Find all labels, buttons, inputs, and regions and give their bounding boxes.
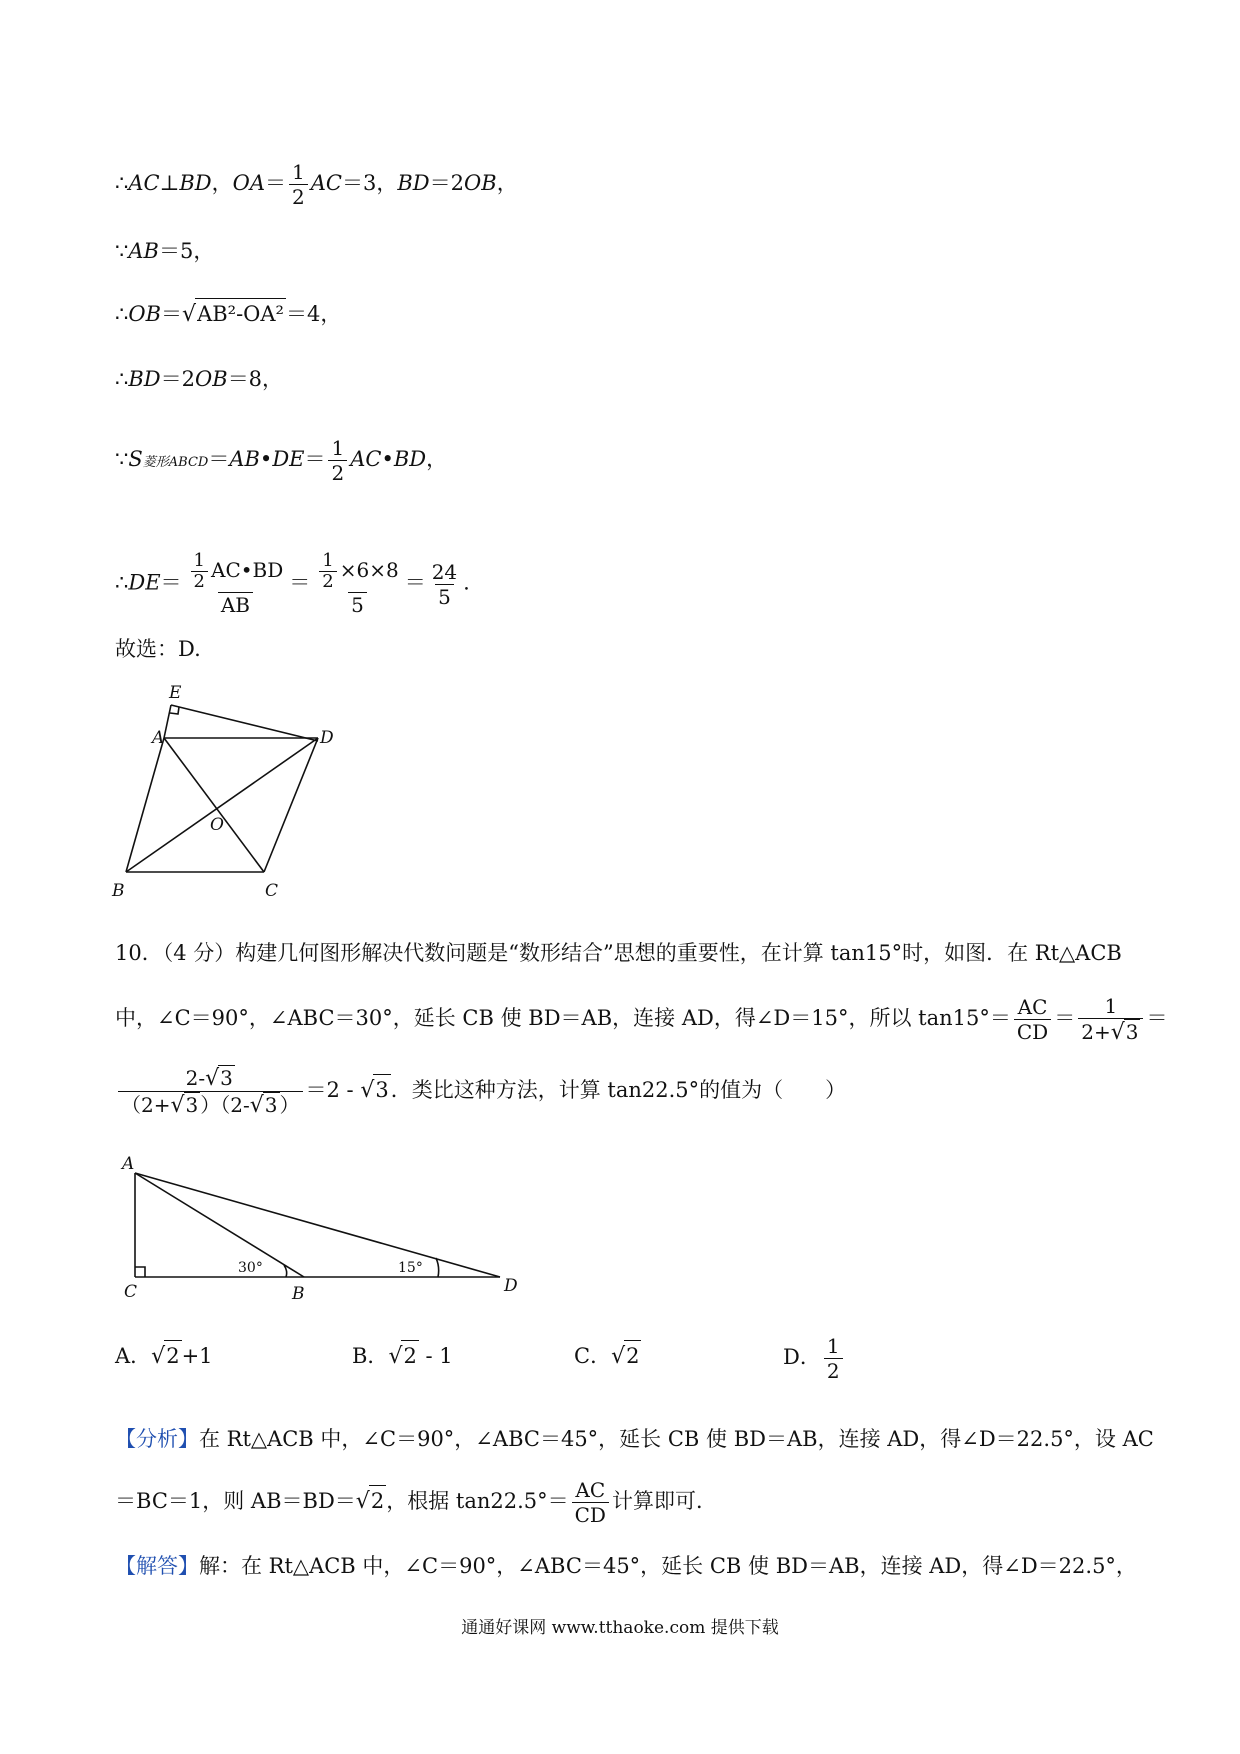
fraction-half <box>289 160 308 209</box>
sqrt-content: AB²-OA² <box>195 298 286 329</box>
text: 2 <box>401 1340 418 1371</box>
line-AB <box>135 1173 304 1277</box>
text: A． <box>115 1344 152 1368</box>
text: ＝ <box>161 302 183 326</box>
text: ， <box>211 171 233 195</box>
text: 中，∠C＝90°，∠ABC＝30°，延长 CB 使 BD＝AB，连接 AD，得∠D＝15°，所以 tan15°＝ <box>115 1006 1011 1030</box>
text: ∴ <box>115 570 129 595</box>
text: +1 <box>181 1344 213 1368</box>
label-B: B <box>112 881 125 901</box>
text: - 1 <box>418 1344 453 1368</box>
question-10-line-3 <box>115 1065 846 1118</box>
option-b[interactable] <box>352 1340 453 1372</box>
text: ∴ <box>115 302 129 326</box>
text: ＝4， <box>285 302 342 326</box>
text: ，根据 tan22.5°＝ <box>386 1489 569 1513</box>
analysis-line-2 <box>115 1478 717 1527</box>
text: √ <box>151 1344 166 1369</box>
text: B． <box>352 1344 389 1368</box>
line-AB <box>126 738 164 872</box>
line-ED <box>171 705 318 741</box>
text: ＝ <box>289 570 311 595</box>
text <box>191 551 208 592</box>
text <box>313 551 401 592</box>
text: ＝8， <box>227 367 284 391</box>
text: ×6×8 <box>339 558 399 582</box>
text <box>183 1065 238 1091</box>
text: 在 Rt△ACB 中，∠C＝90°，∠ABC＝45°，延长 CB 使 BD＝AB，连接 AD，得∠D＝22.5°，设 AC <box>199 1427 1154 1451</box>
solution-answer-line <box>115 1551 1137 1581</box>
right-angle-mark <box>170 707 179 714</box>
text <box>1078 1018 1143 1045</box>
label-A: A <box>122 1154 135 1174</box>
text: （2+ <box>121 1093 171 1117</box>
label-angle-30: 30° <box>238 1260 263 1276</box>
fraction-rationalize <box>118 1065 303 1118</box>
answer-line: 故选：D. <box>115 637 201 661</box>
option-a[interactable] <box>115 1340 213 1372</box>
because-symbol: ∵ <box>115 239 129 263</box>
text <box>824 1334 843 1383</box>
text: AB•DE <box>229 447 305 471</box>
question-10-line-1: 10．（4 分）构建几何图形解决代数问题是“数形结合”思想的重要性，在计算 tan15°时，如图．在 Rt△ACB <box>115 941 1122 965</box>
text: CD <box>572 1502 609 1527</box>
fraction-value <box>313 551 401 617</box>
text: AC⊥BD <box>128 171 212 195</box>
text: √ <box>1110 1020 1125 1045</box>
page-footer: 通通好课网 www.tthaoke.com 提供下载 <box>461 1618 779 1638</box>
text: C． <box>574 1344 612 1368</box>
line-AC <box>164 738 264 872</box>
text: 24 <box>431 559 458 584</box>
text: ＝ <box>404 570 426 595</box>
text: 2 <box>289 184 308 209</box>
text: ＝BC＝1，则 AB＝BD＝ <box>115 1489 356 1513</box>
option-d[interactable] <box>783 1334 846 1383</box>
fraction-result <box>429 560 460 609</box>
text: OB <box>464 171 497 195</box>
label-B: B <box>292 1284 305 1304</box>
line-AD <box>135 1173 500 1277</box>
text: 3 <box>373 1074 390 1105</box>
text: 3 <box>185 1093 199 1117</box>
text: OB <box>195 367 228 391</box>
solution-line-4 <box>115 364 283 394</box>
text: 5 <box>348 592 367 617</box>
text: ∵ <box>115 447 129 471</box>
line-EA <box>164 705 171 738</box>
text: 1 <box>322 550 334 571</box>
text: 2- <box>185 1066 206 1090</box>
text: √ <box>388 1344 403 1369</box>
text: 1 <box>331 436 345 460</box>
text: AC <box>575 1478 606 1502</box>
text: 2 <box>164 1340 181 1371</box>
solution-line-1 <box>115 160 518 209</box>
text: AC <box>1017 995 1048 1019</box>
text <box>572 1478 609 1527</box>
figure-rhombus <box>108 680 348 905</box>
label-A: A <box>152 728 165 748</box>
fraction-1-over <box>1078 994 1143 1045</box>
text: 菱形ABCD <box>142 455 209 470</box>
solution-tag: 【解答】 <box>115 1554 199 1578</box>
text: ∴ <box>115 367 129 391</box>
therefore-symbol: ∴ <box>115 171 129 195</box>
text: CD <box>1014 1019 1051 1044</box>
text: 1 <box>292 160 305 184</box>
text: ＝2 <box>429 171 465 195</box>
solution-line-5 <box>115 436 447 485</box>
text <box>185 551 287 592</box>
text <box>319 551 336 592</box>
text: OB <box>128 302 162 326</box>
text: 2+ <box>1081 1020 1111 1044</box>
text: √ <box>205 1066 220 1091</box>
text: 2 <box>328 460 347 485</box>
text: 3 <box>1125 1020 1139 1044</box>
text: ＝3， <box>342 171 398 195</box>
line-BD <box>126 738 318 872</box>
text: 1 <box>193 550 205 571</box>
text: ＝ <box>208 447 230 471</box>
analysis-line-1 <box>115 1424 1154 1454</box>
text: ） <box>279 1093 300 1117</box>
text: ＝ <box>160 570 182 595</box>
sqrt-sign: √ <box>182 302 197 327</box>
solution-line-3 <box>115 298 341 330</box>
text: ＝ <box>265 171 287 195</box>
fraction-de <box>185 551 287 617</box>
label-E: E <box>169 683 182 703</box>
text: ＝ <box>304 447 326 471</box>
question-10-line-2 <box>115 994 1167 1045</box>
label-C: C <box>265 881 279 901</box>
label-O: O <box>210 815 224 835</box>
text <box>118 1091 303 1118</box>
text: 1 <box>826 1334 840 1358</box>
solution-line-6 <box>115 551 470 617</box>
text: DE <box>128 570 161 595</box>
text: AC•BD <box>211 558 284 582</box>
text: 解：在 Rt△ACB 中，∠C＝90°，∠ABC＝45°，延长 CB 使 BD＝AB，连接 AD，得∠D＝22.5°， <box>199 1554 1137 1578</box>
text: BD <box>128 367 161 391</box>
solution-line-2 <box>115 236 214 266</box>
text: 1 <box>1104 994 1118 1018</box>
fraction-half <box>328 436 347 485</box>
text: 2 <box>319 571 336 592</box>
label-angle-15: 15° <box>398 1260 423 1276</box>
text: ．类比这种方法，计算 tan22.5°的值为（ ） <box>390 1078 847 1102</box>
text: 3 <box>220 1066 233 1090</box>
text: √ <box>360 1078 375 1103</box>
text: S <box>128 447 143 471</box>
text: . <box>463 570 470 595</box>
text: BD <box>397 171 430 195</box>
option-c[interactable] <box>574 1340 641 1372</box>
text: 2 <box>369 1485 386 1516</box>
text: ＝5， <box>158 239 215 263</box>
figure-triangle <box>108 1145 528 1305</box>
text: 3 <box>264 1093 278 1117</box>
text: ＝2 - <box>305 1078 361 1102</box>
label-D: D <box>320 728 334 748</box>
label-D: D <box>504 1276 518 1296</box>
text: OA <box>232 171 266 195</box>
text: ＝ <box>1054 1006 1076 1030</box>
text: AB <box>218 592 253 617</box>
text: √ <box>249 1093 264 1118</box>
text: ， <box>426 447 448 471</box>
text: √ <box>170 1093 185 1118</box>
text: √ <box>611 1344 626 1369</box>
fraction-ac-cd <box>1014 995 1051 1044</box>
text: 计算即可． <box>611 1489 717 1513</box>
text: ＝ <box>1146 1006 1168 1030</box>
line-CD <box>264 738 318 872</box>
text: D． <box>783 1345 821 1369</box>
text: ， <box>496 171 518 195</box>
text: AC•BD <box>350 447 427 471</box>
text: 2 <box>191 571 208 592</box>
text: 2 <box>624 1340 641 1371</box>
text: AB <box>128 239 159 263</box>
text: AC <box>310 171 342 195</box>
right-angle-mark <box>135 1267 145 1277</box>
label-C: C <box>124 1282 138 1302</box>
text: ＝2 <box>160 367 196 391</box>
text: ）（2- <box>200 1093 250 1117</box>
angle-15-arc <box>436 1258 439 1277</box>
text: 2 <box>824 1358 843 1383</box>
text: √ <box>355 1489 370 1514</box>
text: 5 <box>435 584 454 609</box>
analysis-tag: 【分析】 <box>115 1427 199 1451</box>
